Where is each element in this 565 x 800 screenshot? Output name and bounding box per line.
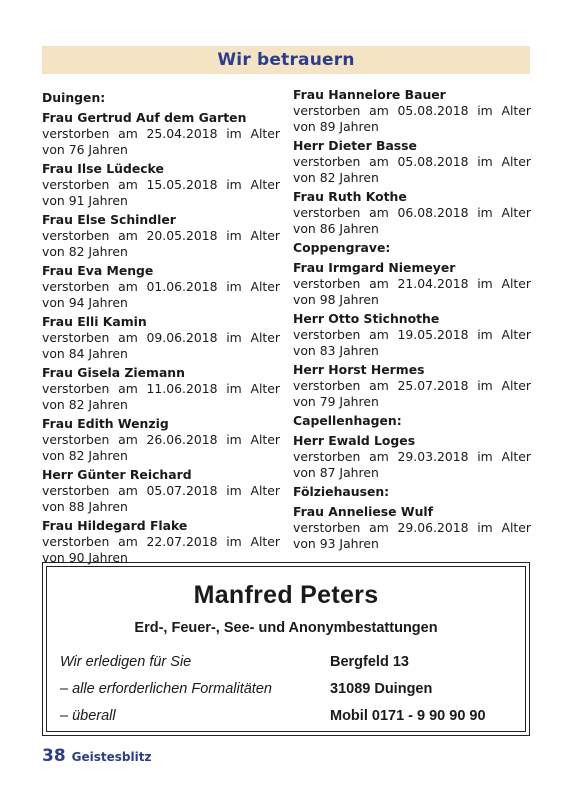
death-detail: verstorben am 05.08.2018 im Alter von 89 Jahren (293, 103, 531, 134)
deceased-name: Frau Irmgard Niemeyer (293, 260, 456, 275)
deceased-name: Frau Anneliese Wulf (293, 504, 434, 519)
deceased-name: Frau Gertrud Auf dem Garten (42, 110, 247, 125)
advertisement-inner-frame (46, 566, 526, 732)
obituary-entry (42, 518, 280, 566)
page-number: 38 (42, 746, 66, 766)
section-title: Wir betrauern (217, 50, 355, 70)
section-header-band (42, 46, 530, 74)
obituary-entry (293, 189, 531, 237)
death-detail: verstorben am 01.06.2018 im Alter von 94 Jahren (42, 279, 280, 310)
deceased-name: Frau Else Schindler (42, 212, 176, 227)
obituary-entry (293, 138, 531, 186)
obituary-entry (293, 87, 531, 135)
death-detail: verstorben am 20.05.2018 im Alter von 82 Jahren (42, 228, 280, 259)
magazine-name: Geistesblitz (71, 750, 152, 764)
place-heading: Capellenhagen: (293, 413, 402, 428)
obituary-entry (293, 504, 531, 552)
obituary-entry (42, 110, 280, 158)
death-detail: verstorben am 25.07.2018 im Alter von 79 Jahren (293, 378, 531, 409)
obituary-entry (42, 314, 280, 362)
advertiser-name: Manfred Peters (193, 581, 379, 609)
obituary-entry (42, 263, 280, 311)
death-detail: verstorben am 06.08.2018 im Alter von 86 Jahren (293, 205, 531, 236)
deceased-name: Herr Horst Hermes (293, 362, 425, 377)
death-detail: verstorben am 22.07.2018 im Alter von 90 Jahren (42, 534, 280, 565)
death-detail: verstorben am 26.06.2018 im Alter von 82 Jahren (42, 432, 280, 463)
death-detail: verstorben am 11.06.2018 im Alter von 82 Jahren (42, 381, 280, 412)
obituary-entry (42, 416, 280, 464)
advertiser-contact (330, 653, 486, 734)
deceased-name: Herr Ewald Loges (293, 433, 416, 448)
slogan-line: – überall (60, 708, 116, 724)
deceased-name: Frau Ruth Kothe (293, 189, 407, 204)
deceased-name: Frau Hildegard Flake (42, 518, 188, 533)
deceased-name: Frau Gisela Ziemann (42, 365, 185, 380)
place-heading: Fölziehausen: (293, 484, 390, 499)
obituary-entry (42, 365, 280, 413)
deceased-name: Herr Günter Reichard (42, 467, 192, 482)
death-detail: verstorben am 09.06.2018 im Alter von 84 Jahren (42, 330, 280, 361)
obituary-entry (42, 161, 280, 209)
page-footer (42, 746, 151, 766)
deceased-name: Herr Otto Stichnothe (293, 311, 440, 326)
deceased-name: Frau Elli Kamin (42, 314, 147, 329)
death-detail: verstorben am 05.08.2018 im Alter von 82 Jahren (293, 154, 531, 185)
obituary-entry (293, 433, 531, 481)
deceased-name: Frau Hannelore Bauer (293, 87, 446, 102)
slogan-line: Wir erledigen für Sie (60, 654, 192, 670)
place-heading: Coppengrave: (293, 240, 391, 255)
death-detail: verstorben am 29.06.2018 im Alter von 93 Jahren (293, 520, 531, 551)
obituary-entry (42, 212, 280, 260)
deceased-name: Frau Edith Wenzig (42, 416, 169, 431)
contact-phone: Mobil 0171 - 9 90 90 90 (330, 708, 486, 724)
death-detail: verstorben am 25.04.2018 im Alter von 76 Jahren (42, 126, 280, 157)
death-detail: verstorben am 21.04.2018 im Alter von 98 Jahren (293, 276, 531, 307)
deceased-name: Herr Dieter Basse (293, 138, 417, 153)
slogan-line: – alle erforderlichen Formalitäten (60, 681, 272, 697)
obituary-column-right (293, 87, 531, 555)
advertiser-services: Erd-, Feuer-, See- und Anonymbestattungen (134, 620, 438, 636)
death-detail: verstorben am 29.03.2018 im Alter von 87 Jahren (293, 449, 531, 480)
deceased-name: Frau Eva Menge (42, 263, 154, 278)
deceased-name: Frau Ilse Lüdecke (42, 161, 164, 176)
place-heading: Duingen: (42, 90, 106, 105)
contact-street: Bergfeld 13 (330, 654, 409, 670)
obituary-entry (293, 362, 531, 410)
contact-city: 31089 Duingen (330, 681, 433, 697)
advertisement-slogan (60, 653, 272, 734)
death-detail: verstorben am 19.05.2018 im Alter von 83 Jahren (293, 327, 531, 358)
obituary-entry (293, 260, 531, 308)
death-detail: verstorben am 15.05.2018 im Alter von 91 Jahren (42, 177, 280, 208)
obituary-entry (42, 467, 280, 515)
obituary-column-left (42, 87, 280, 569)
funeral-advertisement (42, 562, 530, 736)
death-detail: verstorben am 05.07.2018 im Alter von 88 Jahren (42, 483, 280, 514)
obituary-entry (293, 311, 531, 359)
